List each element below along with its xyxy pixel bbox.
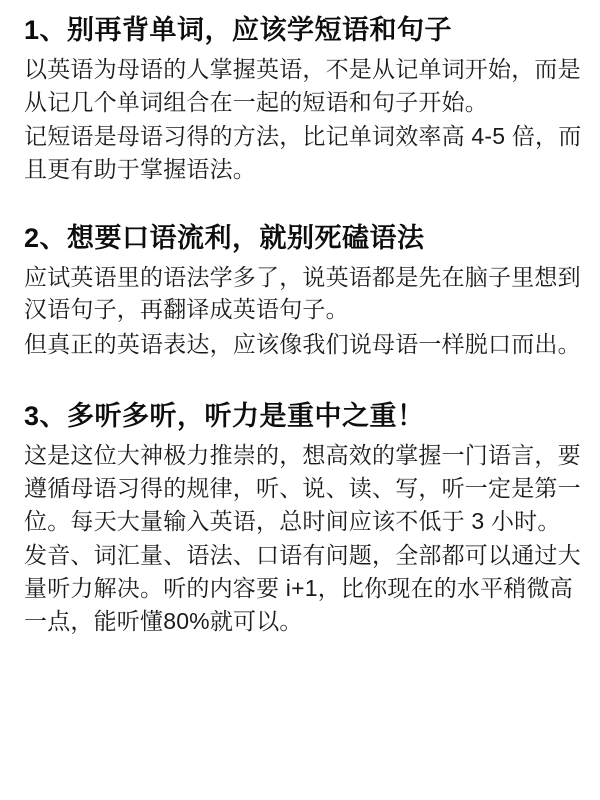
section-2 [24,222,582,361]
section-3-paragraph-1: 这是这位大神极力推崇的，想高效的掌握一门语言，要遵循母语习得的规律，听、说、读、写，听一定是第一位。每天大量输入英语，总时间应该不低于 3 小时。 [24,442,581,534]
section-1-paragraph-1: 以英语为母语的人掌握英语，不是从记单词开始，而是从记几个单词组合在一起的短语和句子开始。 [24,55,581,115]
section-1-heading: 1、别再背单词，应该学短语和句子 [24,15,453,45]
section-1 [24,14,582,186]
section-2-paragraph-2: 但真正的英语表达，应该像我们说母语一样脱口而出。 [24,330,581,357]
section-divider-2 [24,374,582,400]
section-2-heading: 2、想要口语流利，就别死磕语法 [24,222,425,253]
section-3-paragraph-2: 发音、词汇量、语法、口语有问题，全部都可以通过大量听力解决。听的内容要 i+1，比你现在的水平稍微高一点，能听懂80%就可以。 [24,542,581,634]
section-divider-1 [24,200,582,222]
section-3 [24,400,582,637]
section-3-heading: 3、多听多听，听力是重中之重！ [24,401,425,432]
section-1-paragraph-2: 记短语是母语习得的方法，比记单词效率高 4-5 倍，而且更有助于掌握语法。 [24,123,582,182]
section-2-paragraph-1: 应试英语里的语法学多了，说英语都是先在脑子里想到汉语句子，再翻译成英语句子。 [24,263,581,323]
